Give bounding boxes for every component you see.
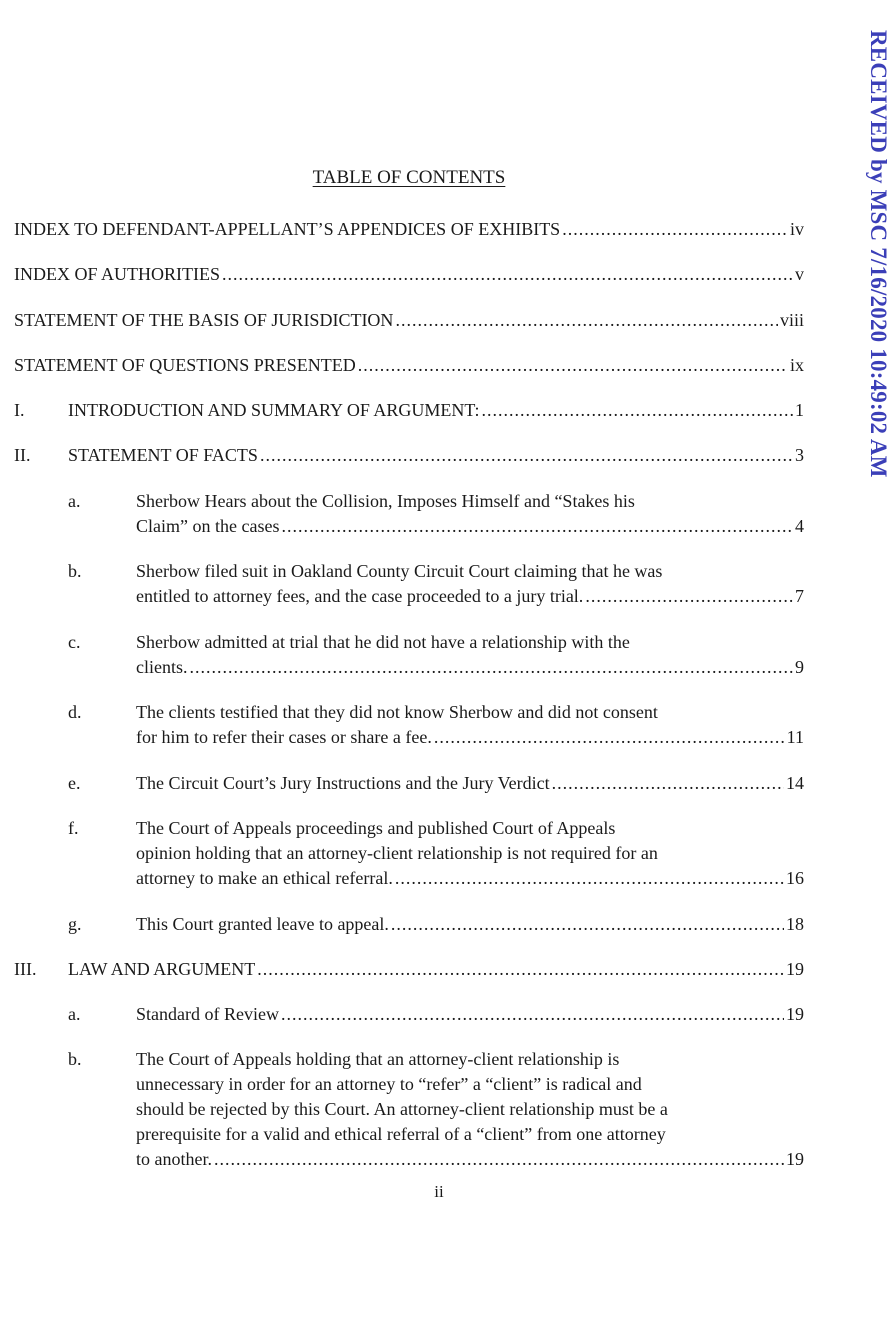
leader-dots (257, 957, 784, 982)
toc-entry-appendices-index[interactable] (14, 217, 804, 242)
toc-entry-text: should be rejected by this Court. An attorney-client relationship must be a (136, 1099, 668, 1119)
toc-page-number: 4 (795, 516, 804, 536)
page-number: ii (434, 1182, 444, 1201)
section-number: I. (14, 400, 25, 420)
received-stamp: RECEIVED by MSC 7/16/2020 10:49:02 AM (866, 30, 891, 478)
toc-entry-text: Sherbow admitted at trial that he did not have a relationship with the (136, 632, 630, 652)
leader-dots (585, 584, 793, 609)
section-number: II. (14, 445, 31, 465)
toc-entry-statement-of-facts[interactable] (68, 443, 804, 468)
toc-entry-text: STATEMENT OF THE BASIS OF JURISDICTION (14, 310, 394, 330)
toc-entry-text: to another. (136, 1149, 212, 1169)
toc-entry-text: unnecessary in order for an attorney to “refer” a “client” is radical and (136, 1074, 642, 1094)
subsection-letter: d. (68, 702, 82, 722)
toc-entry-law-and-argument[interactable] (68, 957, 804, 982)
leader-dots (281, 1002, 784, 1027)
toc-entry-text: INDEX TO DEFENDANT-APPELLANT’S APPENDICES OF EXHIBITS (14, 219, 561, 239)
toc-entry-text: INTRODUCTION AND SUMMARY OF ARGUMENT: (68, 400, 480, 420)
toc-entry-text: prerequisite for a valid and ethical referral of a “client” from one attorney (136, 1124, 666, 1144)
toc-page-number: iv (789, 219, 804, 239)
toc-page-number: 18 (786, 914, 804, 934)
subsection-letter: a. (68, 1004, 81, 1024)
toc-entry-text: INDEX OF AUTHORITIES (14, 264, 220, 284)
leader-dots (562, 217, 788, 242)
toc-entry-argument-b[interactable] (136, 1047, 804, 1172)
leader-dots (281, 514, 793, 539)
toc-entry-text: Sherbow filed suit in Oakland County Circuit Court claiming that he was (136, 561, 663, 581)
toc-entry-text: clients. (136, 657, 188, 677)
subsection-letter: b. (68, 1049, 82, 1069)
toc-entry-questions[interactable] (14, 353, 804, 378)
toc-entry-introduction[interactable] (68, 398, 804, 423)
toc-entry-facts-a[interactable] (136, 489, 804, 539)
toc-page-number: 19 (786, 959, 804, 979)
toc-page-number: 9 (795, 657, 804, 677)
toc-entry-facts-g[interactable] (136, 912, 804, 937)
toc-entry-facts-b[interactable] (136, 559, 804, 609)
toc-entry-facts-c[interactable] (136, 630, 804, 680)
toc-page-number: 11 (786, 727, 804, 747)
toc-entry-text: This Court granted leave to appeal. (136, 914, 389, 934)
subsection-letter: e. (68, 773, 81, 793)
toc-entry-text: The Court of Appeals holding that an attorney-client relationship is (136, 1049, 620, 1069)
toc-entry-text: STATEMENT OF QUESTIONS PRESENTED (14, 355, 356, 375)
leader-dots (260, 443, 793, 468)
toc-title: TABLE OF CONTENTS (312, 167, 506, 188)
subsection-letter: a. (68, 491, 81, 511)
toc-page-number: 19 (786, 1004, 804, 1024)
toc-page-number: 16 (786, 868, 804, 888)
toc-entry-text: The Court of Appeals proceedings and published Court of Appeals (136, 818, 616, 838)
toc-entry-facts-d[interactable] (136, 700, 804, 750)
toc-entry-authorities-index[interactable] (14, 262, 804, 287)
section-number: III. (14, 959, 37, 979)
leader-dots (190, 655, 794, 680)
toc-entry-text: Standard of Review (136, 1004, 279, 1024)
toc-entry-text: Claim” on the cases (136, 516, 280, 536)
leader-dots (395, 308, 778, 333)
leader-dots (358, 353, 788, 378)
toc-page-number: 3 (795, 445, 804, 465)
toc-page-number: ix (789, 355, 804, 375)
subsection-letter: g. (68, 914, 82, 934)
toc-entry-text: The Circuit Court’s Jury Instructions and the Jury Verdict (136, 773, 550, 793)
toc-entry-facts-e[interactable] (136, 771, 804, 796)
leader-dots (434, 725, 785, 750)
toc-page-number: viii (779, 310, 804, 330)
leader-dots (481, 398, 793, 423)
leader-dots (552, 771, 784, 796)
toc-entry-argument-a[interactable] (136, 1002, 804, 1027)
toc-entry-text: for him to refer their cases or share a fee. (136, 727, 432, 747)
leader-dots (222, 262, 793, 287)
toc-entry-text: The clients testified that they did not know Sherbow and did not consent (136, 702, 658, 722)
toc-page-number: v (795, 264, 804, 284)
toc-entry-text: STATEMENT OF FACTS (68, 445, 258, 465)
leader-dots (395, 866, 784, 891)
toc-entry-text: attorney to make an ethical referral. (136, 868, 393, 888)
toc-page-number: 19 (786, 1149, 804, 1169)
toc-entry-facts-f[interactable] (136, 816, 804, 891)
toc-page-number: 7 (795, 586, 804, 606)
toc-entry-jurisdiction[interactable] (14, 308, 804, 333)
toc-entry-text: LAW AND ARGUMENT (68, 959, 256, 979)
subsection-letter: b. (68, 561, 82, 581)
leader-dots (391, 912, 784, 937)
subsection-letter: f. (68, 818, 79, 838)
toc-entry-text: opinion holding that an attorney-client relationship is not required for an (136, 843, 658, 863)
subsection-letter: c. (68, 632, 81, 652)
toc-entry-text: entitled to attorney fees, and the case proceeded to a jury trial. (136, 586, 584, 606)
toc-entry-text: Sherbow Hears about the Collision, Imposes Himself and “Stakes his (136, 491, 635, 511)
toc-page-number: 14 (786, 773, 804, 793)
leader-dots (214, 1147, 784, 1172)
toc-page-number: 1 (795, 400, 804, 420)
